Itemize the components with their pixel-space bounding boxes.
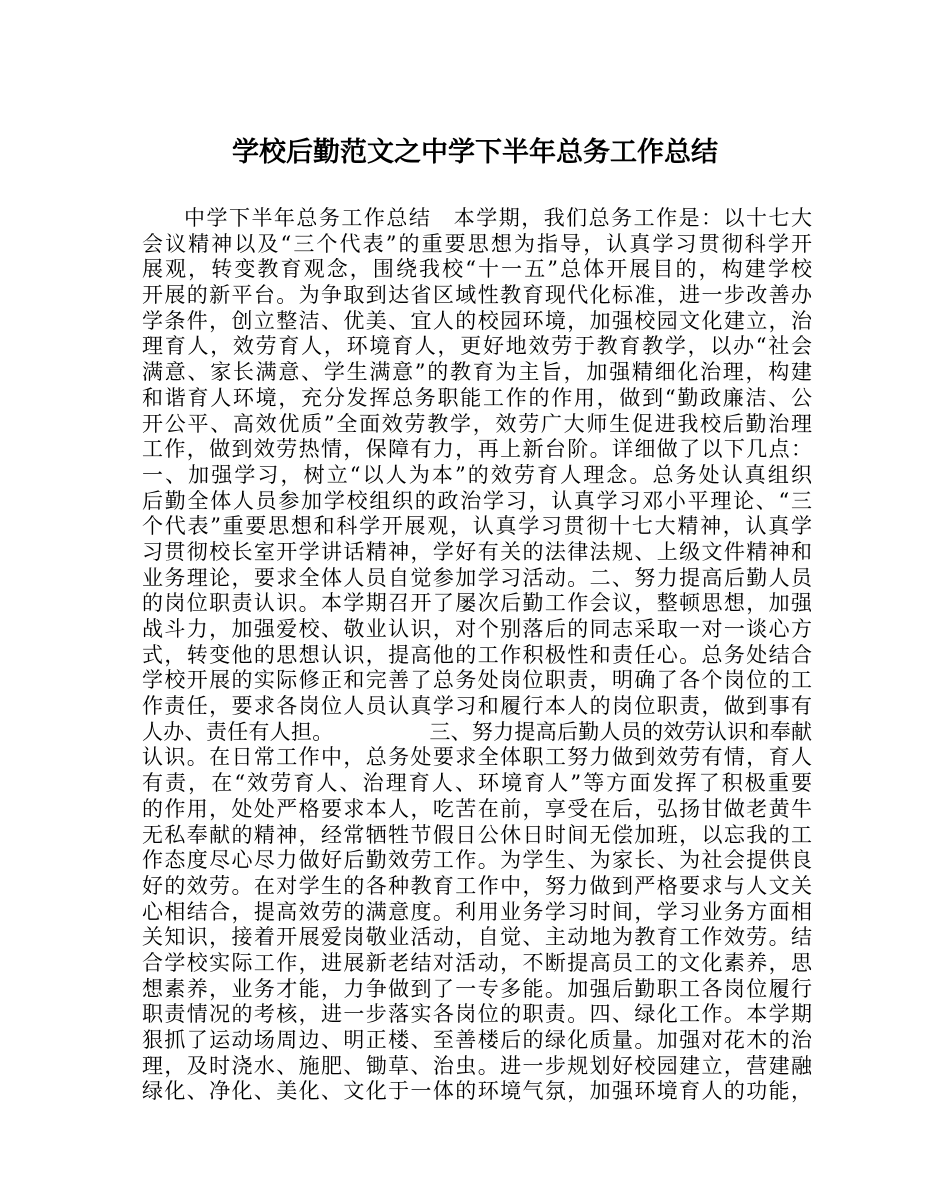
body-line: 工作，做到效劳热情，保障有力，再上新台阶。详细做了以下几点： — [142, 437, 812, 462]
body-line: 和谐育人环境，充分发挥总务职能工作的作用，做到“勤政廉洁、公 — [142, 385, 812, 410]
body-line: 理育人，效劳育人，环境育人，更好地效劳于教育教学，以办“社会 — [142, 334, 812, 359]
body-line: 作态度尽心尽力做好后勤效劳工作。为学生、为家长、为社会提供良 — [142, 848, 812, 873]
body-line: 心相结合，提高效劳的满意度。利用业务学习时间，学习业务方面相 — [142, 899, 812, 924]
body-line: 一、加强学习，树立“以人为本”的效劳育人理念。总务处认真组织 — [142, 462, 812, 487]
body-line: 后勤全体人员参加学校组织的政治学习，认真学习邓小平理论、“三 — [142, 488, 812, 513]
body-line: 无私奉献的精神，经常牺牲节假日公休日时间无偿加班，以忘我的工 — [142, 822, 812, 847]
body-line: 展观，转变教育观念，围绕我校“十一五”总体开展目的，构建学校 — [142, 257, 812, 282]
body-line: 好的效劳。在对学生的各种教育工作中，努力做到严格要求与人文关 — [142, 873, 812, 898]
body-line: 狠抓了运动场周边、明正楼、至善楼后的绿化质量。加强对花木的治 — [142, 1028, 812, 1052]
body-line: 绿化、净化、美化、文化于一体的环境气氛，加强环境育人的功能， — [142, 1079, 812, 1104]
body-line: 作责任，要求各岗位人员认真学习和履行本人的岗位职责，做到事有 — [142, 694, 812, 719]
body-line: 式，转变他的思想认识，提高他的工作积极性和责任心。总务处结合 — [142, 642, 812, 667]
body-line: 人办、责任有人担。 三、努力提高后勤人员的效劳认识和奉献 — [142, 719, 812, 744]
body-line: 会议精神以及“三个代表”的重要思想为指导，认真学习贯彻科学开 — [142, 231, 812, 256]
body-line: 有责，在“效劳育人、治理育人、环境育人”等方面发挥了积极重要 — [142, 771, 812, 796]
body-line: 想素养，业务才能，力争做到了一专多能。加强后勤职工各岗位履行 — [142, 976, 812, 1001]
body-line: 的岗位职责认识。本学期召开了屡次后勤工作会议，整顿思想，加强 — [142, 591, 812, 616]
body-line: 开公平、高效优质”全面效劳教学，效劳广大师生促进我校后勤治理 — [142, 411, 812, 436]
document-title: 学校后勤范文之中学下半年总务工作总结 — [232, 137, 718, 168]
body-line: 关知识，接着开展爱岗敬业活动，自觉、主动地为教育工作效劳。结 — [142, 925, 812, 950]
body-line: 习贯彻校长室开学讲话精神，学好有关的法律法规、上级文件精神和 — [142, 539, 812, 564]
body-line: 的作用，处处严格要求本人，吃苦在前，享受在后，弘扬甘做老黄牛 — [142, 796, 812, 821]
body-line: 中学下半年总务工作总结 本学期，我们总务工作是：以十七大 — [184, 206, 812, 230]
body-line: 合学校实际工作，进展新老结对活动，不断提高员工的文化素养，思 — [142, 950, 812, 975]
document-body — [142, 206, 812, 1105]
body-line: 业务理论，要求全体人员自觉参加学习活动。二、努力提高后勤人员 — [142, 565, 812, 590]
body-line: 学条件，创立整洁、优美、宜人的校园环境，加强校园文化建立，治 — [142, 308, 812, 333]
body-line: 理，及时浇水、施肥、锄草、治虫。进一步规划好校园建立，营建融 — [142, 1053, 812, 1078]
body-line: 满意、家长满意、学生满意”的教育为主旨，加强精细化治理，构建 — [142, 360, 812, 385]
body-line: 个代表”重要思想和科学开展观，认真学习贯彻十七大精神，认真学 — [142, 514, 812, 539]
body-line: 认识。在日常工作中，总务处要求全体职工努力做到效劳有情，育人 — [142, 745, 812, 770]
body-line: 开展的新平台。为争取到达省区域性教育现代化标准，进一步改善办 — [142, 283, 812, 308]
body-line: 学校开展的实际修正和完善了总务处岗位职责，明确了各个岗位的工 — [142, 668, 812, 693]
body-line: 职责情况的考核，进一步落实各岗位的职责。四、绿化工作。本学期 — [142, 1002, 812, 1027]
body-line: 战斗力，加强爱校、敬业认识，对个别落后的同志采取一对一谈心方 — [142, 617, 812, 641]
